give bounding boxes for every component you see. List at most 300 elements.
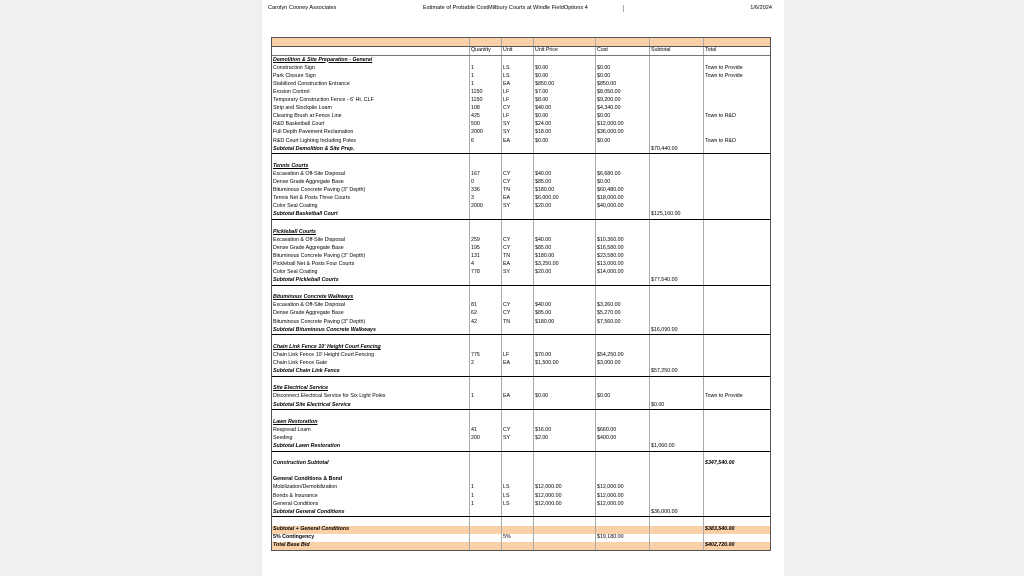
unit-price-cell: $20.00	[534, 269, 596, 277]
total-cell	[704, 492, 770, 500]
total-cell	[704, 236, 770, 244]
quantity-cell: 2000	[470, 129, 502, 137]
unit-cell: LS	[502, 64, 534, 72]
subtotal-cell: Subtotal	[650, 47, 704, 55]
unit-cell: EA	[502, 80, 534, 88]
cost-cell	[596, 517, 650, 525]
unit-cell	[502, 401, 534, 409]
total-cell: $347,540.00	[705, 460, 735, 467]
document-title	[422, 5, 624, 12]
cost-cell: $54,250.00	[596, 352, 650, 360]
quantity-cell: 778	[470, 269, 502, 277]
description-cell: Total Base Bid	[272, 542, 470, 550]
cost-table	[271, 37, 771, 551]
unit-cell: CY	[502, 171, 534, 179]
description-cell: Park Closure Sign	[272, 72, 470, 80]
cost-cell: $12,000.00	[596, 500, 650, 508]
subtotal-row	[272, 277, 770, 286]
unit-cell	[502, 526, 534, 534]
subtotal-cell: $16,090.00	[650, 326, 704, 334]
quantity-cell	[470, 460, 502, 468]
table-row	[272, 484, 770, 492]
table-row	[272, 452, 770, 460]
table-row	[272, 236, 770, 244]
unit-cell: EA	[502, 360, 534, 368]
table-row	[272, 129, 770, 137]
unit-price-cell	[534, 418, 596, 426]
quantity-cell	[470, 517, 502, 525]
total-cell	[704, 171, 770, 179]
total-cell	[704, 261, 770, 269]
quantity-cell: 1	[470, 492, 502, 500]
total-cell	[704, 97, 770, 105]
table-row	[272, 121, 770, 129]
subtotal-row	[272, 211, 770, 220]
total-cell	[704, 418, 770, 426]
company-name: Carolyn Cooney Associates	[268, 5, 337, 11]
unit-price-cell: $20.00	[534, 203, 596, 211]
description-cell: Dense Grade Aggregate Base	[272, 244, 470, 252]
subtotal-cell	[650, 72, 704, 80]
description-cell	[272, 410, 470, 418]
description-cell: Subtotal Lawn Restoration	[272, 443, 470, 451]
unit-cell: EA	[502, 261, 534, 269]
cost-cell: $19,180.00	[596, 534, 650, 542]
section-header-row	[272, 385, 770, 393]
total-cell	[704, 203, 770, 211]
description-cell: Bituminous Concrete Paving (3" Depth)	[272, 252, 470, 260]
total-cell	[704, 385, 770, 393]
table-row	[272, 500, 770, 508]
table-row	[272, 80, 770, 88]
unit-cell	[502, 443, 534, 451]
unit-cell: TN	[502, 187, 534, 195]
table-row	[272, 393, 770, 401]
subtotal-cell: $70,440.00	[650, 145, 704, 153]
subtotal-cell	[650, 162, 704, 170]
unit-price-cell	[534, 162, 596, 170]
subtotal-cell	[650, 460, 704, 468]
description-cell: Subtotal General Conditions	[272, 508, 470, 516]
description-cell: Construction Subtotal	[272, 460, 470, 468]
table-row	[272, 113, 770, 121]
description-cell	[272, 154, 470, 162]
table-row	[272, 187, 770, 195]
quantity-cell: 1	[470, 72, 502, 80]
subtotal-cell	[650, 476, 704, 484]
total-cell	[704, 302, 770, 310]
total-cell	[704, 443, 770, 451]
table-row	[272, 97, 770, 105]
quantity-cell: 6	[470, 137, 502, 145]
table-row	[272, 269, 770, 277]
unit-cell: CY	[502, 310, 534, 318]
unit-price-cell	[534, 468, 596, 476]
total-cell: $383,540.00	[705, 525, 735, 532]
total-cell	[704, 534, 770, 542]
description-cell: Chain Link Fence Gate	[272, 360, 470, 368]
total-cell	[704, 326, 770, 334]
description-cell	[272, 377, 470, 385]
unit-cell: CY	[502, 179, 534, 187]
subtotal-cell	[650, 269, 704, 277]
cost-cell	[596, 154, 650, 162]
unit-cell	[502, 286, 534, 294]
unit-price-cell	[534, 385, 596, 393]
unit-price-cell: $6,000.00	[534, 195, 596, 203]
subtotal-cell	[650, 452, 704, 460]
description-cell: General Conditions & Bond	[272, 476, 470, 484]
total-cell	[704, 360, 770, 368]
table-row	[272, 89, 770, 97]
unit-cell: SY	[502, 129, 534, 137]
total-cell	[704, 286, 770, 294]
unit-price-cell	[534, 220, 596, 228]
table-row	[272, 302, 770, 310]
title-line-3: Options 4	[563, 5, 588, 11]
unit-cell: TN	[502, 318, 534, 326]
description-cell	[272, 47, 470, 55]
total-cell: $402,720.00	[705, 542, 735, 549]
description-cell: Bituminous Concrete Walkways	[272, 294, 470, 302]
description-cell: Site Electrical Service	[272, 385, 470, 393]
cost-cell	[596, 220, 650, 228]
description-cell	[272, 220, 470, 228]
unit-price-cell: $18.00	[534, 129, 596, 137]
quantity-cell: 1	[470, 500, 502, 508]
table-row	[272, 220, 770, 228]
table-row	[272, 435, 770, 443]
subtotal-cell: $0.00	[650, 401, 704, 409]
unit-cell: LS	[502, 72, 534, 80]
total-cell	[704, 56, 770, 64]
total-cell	[704, 352, 770, 360]
description-cell: Subtotal Site Electrical Service	[272, 401, 470, 409]
description-cell	[272, 452, 470, 460]
description-cell	[272, 517, 470, 525]
unit-cell	[502, 452, 534, 460]
unit-price-cell: $180.00	[534, 318, 596, 326]
unit-price-cell: $0.00	[534, 393, 596, 401]
unit-price-cell: $85.00	[534, 310, 596, 318]
unit-price-cell	[534, 211, 596, 219]
subtotal-cell: $57,250.00	[650, 368, 704, 376]
cost-cell	[596, 452, 650, 460]
unit-price-cell	[534, 526, 596, 534]
subtotal-cell	[650, 418, 704, 426]
subtotal-row	[272, 443, 770, 452]
quantity-cell	[470, 56, 502, 64]
description-cell: 5% Contingency	[272, 534, 470, 542]
section-header-row	[272, 162, 770, 170]
subtotal-cell	[650, 203, 704, 211]
total-cell	[704, 252, 770, 260]
subtotal-cell	[650, 500, 704, 508]
subtotal-row	[272, 508, 770, 517]
quantity-cell	[470, 368, 502, 376]
description-cell: Subtotal + General Conditions	[272, 526, 470, 534]
subtotal-cell	[650, 64, 704, 72]
table-row	[272, 64, 770, 72]
description-cell: Erosion Control	[272, 89, 470, 97]
description-cell: Demolition & Site Preparation - General	[272, 56, 470, 64]
quantity-cell	[470, 326, 502, 334]
subtotal-cell	[650, 517, 704, 525]
subtotal-cell	[650, 534, 704, 542]
unit-price-cell	[534, 286, 596, 294]
quantity-cell: 500	[470, 121, 502, 129]
table-row	[272, 476, 770, 484]
subtotal-cell	[650, 343, 704, 351]
quantity-cell: 41	[470, 426, 502, 434]
unit-cell: LS	[502, 492, 534, 500]
unit-price-cell: $850.00	[534, 80, 596, 88]
description-cell: Color Seal Coating	[272, 203, 470, 211]
subtotal-cell	[650, 105, 704, 113]
subtotal-cell	[650, 492, 704, 500]
table-row	[272, 410, 770, 418]
table-row	[272, 318, 770, 326]
unit-cell: CY	[502, 105, 534, 113]
cost-cell: $660.00	[596, 426, 650, 434]
unit-cell	[502, 162, 534, 170]
quantity-cell	[470, 542, 502, 550]
subtotal-cell: $1,060.00	[650, 443, 704, 451]
subtotal-cell: $77,540.00	[650, 277, 704, 285]
unit-price-cell	[534, 534, 596, 542]
subtotal-cell: $125,160.00	[650, 211, 704, 219]
total-cell	[704, 377, 770, 385]
unit-cell	[502, 508, 534, 516]
total-cell	[704, 468, 770, 476]
unit-price-cell	[534, 277, 596, 285]
description-cell: Bituminous Concrete Paving (3" Depth)	[272, 187, 470, 195]
subtotal-cell	[650, 377, 704, 385]
description-cell	[272, 335, 470, 343]
total-cell	[704, 145, 770, 153]
total-cell	[704, 195, 770, 203]
unit-price-cell	[534, 56, 596, 64]
title-line-2: Millbury Courts at Windle Field	[487, 5, 564, 11]
total-cell	[704, 318, 770, 326]
unit-cell	[502, 418, 534, 426]
unit-price-cell: $12,000.00	[534, 492, 596, 500]
subtotal-cell	[650, 360, 704, 368]
unit-cell	[502, 211, 534, 219]
description-cell: Pickleball Courts	[272, 228, 470, 236]
total-cell	[704, 80, 770, 88]
unit-price-cell	[534, 476, 596, 484]
subtotal-row	[272, 368, 770, 377]
unit-cell	[502, 335, 534, 343]
subtotal-cell	[650, 318, 704, 326]
description-cell: Bituminous Concrete Paving (3" Depth)	[272, 318, 470, 326]
cost-cell: $8,050.00	[596, 89, 650, 97]
table-row	[272, 252, 770, 260]
quantity-cell	[470, 385, 502, 393]
subtotal-cell	[650, 121, 704, 129]
quantity-cell: 259	[470, 236, 502, 244]
cost-cell	[596, 401, 650, 409]
quantity-cell	[470, 38, 502, 46]
quantity-cell: 167	[470, 171, 502, 179]
quantity-cell	[470, 162, 502, 170]
table-row	[272, 335, 770, 343]
unit-price-cell: $180.00	[534, 252, 596, 260]
table-row	[272, 352, 770, 360]
unit-cell: 5%	[502, 534, 534, 542]
unit-price-cell: $85.00	[534, 179, 596, 187]
total-cell	[704, 162, 770, 170]
table-row	[272, 72, 770, 80]
unit-price-cell: $16.00	[534, 426, 596, 434]
total-cell: Town to Provide	[705, 72, 743, 79]
subtotal-cell	[650, 410, 704, 418]
cost-cell: $6,680.00	[596, 171, 650, 179]
quantity-cell: 1150	[470, 89, 502, 97]
description-cell: Bonds & Insurance	[272, 492, 470, 500]
quantity-cell: 1	[470, 393, 502, 401]
unit-price-cell: $12,000.00	[534, 484, 596, 492]
cost-cell	[596, 368, 650, 376]
section-header-row	[272, 56, 770, 64]
quantity-cell	[470, 343, 502, 351]
total-cell	[704, 179, 770, 187]
cost-cell: $0.00	[596, 72, 650, 80]
subtotal-cell	[650, 137, 704, 145]
description-cell: Construction Sign	[272, 64, 470, 72]
total-cell	[704, 401, 770, 409]
subtotal-cell	[650, 113, 704, 121]
subtotal-cell	[650, 385, 704, 393]
unit-price-cell	[534, 542, 596, 550]
unit-cell: LF	[502, 352, 534, 360]
unit-cell: EA	[502, 195, 534, 203]
total-cell	[704, 277, 770, 285]
cost-cell	[596, 542, 650, 550]
cost-cell: $0.00	[596, 64, 650, 72]
description-cell: Dense Grade Aggregate Base	[272, 310, 470, 318]
total-cell	[704, 343, 770, 351]
subtotal-cell	[650, 244, 704, 252]
quantity-cell	[470, 294, 502, 302]
total-cell	[704, 220, 770, 228]
cost-cell: $12,000.00	[596, 484, 650, 492]
description-cell: Stabilized Construction Entrance	[272, 80, 470, 88]
unit-cell: LS	[502, 484, 534, 492]
table-row	[272, 261, 770, 269]
subtotal-row	[272, 326, 770, 335]
unit-price-cell: $40.00	[534, 171, 596, 179]
unit-price-cell: $3,250.00	[534, 261, 596, 269]
table-row	[272, 542, 770, 550]
description-cell: Full Depth Pavement Reclamation	[272, 129, 470, 137]
description-cell: Excavation & Off-Site Disposal	[272, 302, 470, 310]
description-cell: Subtotal Basketball Court	[272, 211, 470, 219]
description-cell: General Conditions	[272, 500, 470, 508]
cost-cell	[596, 418, 650, 426]
quantity-cell	[470, 508, 502, 516]
unit-price-cell: $24.00	[534, 121, 596, 129]
cost-cell: $0.00	[596, 137, 650, 145]
subtotal-cell	[650, 393, 704, 401]
total-cell	[704, 310, 770, 318]
description-cell: Excavation & Off-Site Disposal	[272, 171, 470, 179]
unit-price-cell: $40.00	[534, 236, 596, 244]
total-cell	[704, 476, 770, 484]
quantity-cell: 1	[470, 484, 502, 492]
total-cell: Town to R&D	[705, 113, 736, 120]
cost-cell	[596, 228, 650, 236]
description-cell: Subtotal Chain Link Fence	[272, 368, 470, 376]
unit-cell: LF	[502, 113, 534, 121]
unit-price-cell	[534, 294, 596, 302]
total-cell	[704, 105, 770, 113]
table-row	[272, 468, 770, 476]
unit-cell	[502, 56, 534, 64]
total-cell	[704, 89, 770, 97]
quantity-cell	[470, 401, 502, 409]
description-cell: Disconnect Electrical Service for Six Light Poles	[272, 393, 470, 401]
total-cell	[704, 269, 770, 277]
description-cell: Subtotal Bituminous Concrete Walkways	[272, 326, 470, 334]
subtotal-cell	[650, 310, 704, 318]
total-cell	[704, 517, 770, 525]
table-row	[272, 534, 770, 542]
table-row	[272, 179, 770, 187]
table-row	[272, 154, 770, 162]
unit-price-cell: $40.00	[534, 105, 596, 113]
subtotal-cell	[650, 154, 704, 162]
table-row	[272, 195, 770, 203]
unit-cell: CY	[502, 244, 534, 252]
cost-cell: $5,270.00	[596, 310, 650, 318]
description-cell: Chain Link Fence 10' Height Court Fencing	[272, 343, 470, 351]
unit-price-cell	[534, 343, 596, 351]
cost-cell: $0.00	[596, 393, 650, 401]
cost-cell: $3,260.00	[596, 302, 650, 310]
cost-cell	[596, 335, 650, 343]
unit-price-cell: $8.00	[534, 97, 596, 105]
section-header-row	[272, 343, 770, 351]
cost-cell: $23,580.00	[596, 252, 650, 260]
subtotal-cell	[650, 335, 704, 343]
column-header-row	[272, 47, 770, 56]
quantity-cell: 108	[470, 105, 502, 113]
cost-cell: Cost	[596, 47, 650, 55]
cost-cell: $4,340.00	[596, 105, 650, 113]
subtotal-cell	[650, 426, 704, 434]
quantity-cell: 81	[470, 302, 502, 310]
subtotal-cell	[650, 38, 704, 46]
cost-cell	[596, 410, 650, 418]
description-cell: Pickleball Net & Posts Four Courts	[272, 261, 470, 269]
unit-price-cell: $0.00	[534, 64, 596, 72]
quantity-cell	[470, 220, 502, 228]
total-cell	[704, 121, 770, 129]
unit-cell: SY	[502, 435, 534, 443]
unit-cell	[502, 220, 534, 228]
description-cell: Color Seal Coating	[272, 269, 470, 277]
description-cell	[272, 38, 470, 46]
unit-cell	[502, 326, 534, 334]
total-cell	[704, 335, 770, 343]
quantity-cell	[470, 277, 502, 285]
table-row	[272, 460, 770, 468]
unit-cell	[502, 468, 534, 476]
unit-cell	[502, 410, 534, 418]
table-row	[272, 38, 770, 47]
